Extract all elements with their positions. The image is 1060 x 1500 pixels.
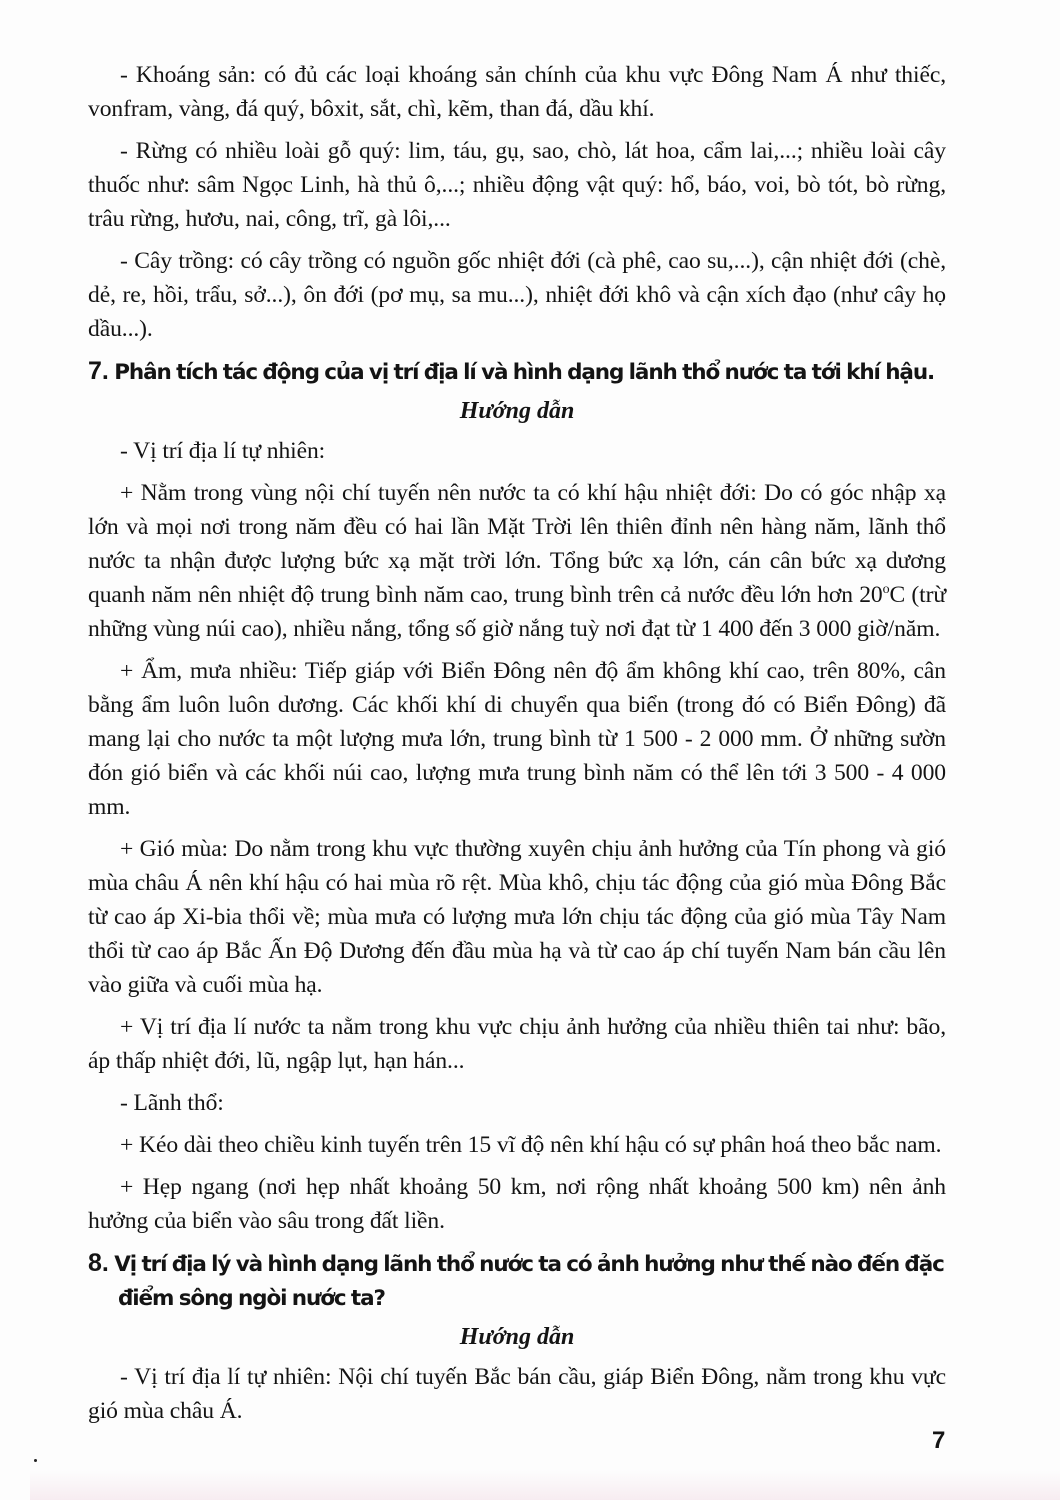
document-page: [88, 58, 946, 1436]
question-7-guide-label: Hướng dẫn: [459, 398, 575, 424]
q7-territory: - Lãnh thổ:: [120, 1090, 224, 1116]
q7-tropical-climate-text: + Nằm trong vùng nội chí tuyến nên nước ta có khí hậu nhiệt đới: Do có góc nhập xạ lớn và mọi nơi trong năm đều có hai lần Mặt Trời lên thiên đỉnh nên hàng năm, lãnh thổ nước ta nhận được lượng bức xạ mặt trời lớn. Tổng bức xạ lớn, cán cân bức xạ dương quanh năm nên nhiệt độ trung bình năm cao, trung bình trên cả nước đều lớn hơn 20: [88, 480, 946, 608]
q7-tropical-climate-tail: C (trừ những vùng núi cao), nhiều nắng, tổng số giờ nắng tuỳ nơi đạt từ 1 400 đến 3 000 giờ/năm.: [88, 582, 947, 642]
paragraph-minerals: - Khoáng sản: có đủ các loại khoáng sản chính của khu vực Đông Nam Á như thiếc, vonfram, vàng, đá quý, bôxit, sắt, chì, kẽm, than đá, dầu khí.: [88, 62, 946, 122]
q7-humidity-rain: + Ẩm, mưa nhiều: Tiếp giáp với Biển Đông nên độ ẩm không khí cao, trên 80%, cân bằng ẩm luôn luôn dương. Các khối khí di chuyển qua biển (trong đó có Biển Đông) đã mang lại cho nước ta một lượng mưa lớn, trung bình từ 1 500 - 2 000 mm. Ở những sườn đón gió biển và các khối núi cao, lượng mưa trung bình năm có thể lên tới 3 500 - 4 000 mm.: [88, 658, 946, 820]
question-8-text: Vị trí địa lý và hình dạng lãnh thổ nước ta có ảnh hưởng như thế nào đến đặc điểm sông ngòi nước ta?: [114, 1252, 944, 1311]
question-7-number: 7.: [88, 357, 109, 385]
q7-natural-disasters: + Vị trí địa lí nước ta nằm trong khu vực chịu ảnh hưởng của nhiều thiên tai như: bão, áp thấp nhiệt đới, lũ, ngập lụt, hạn hán...: [88, 1014, 946, 1074]
print-speck: [34, 1459, 37, 1462]
degree-symbol: o: [882, 582, 890, 598]
q7-territory-width: + Hẹp ngang (nơi hẹp nhất khoảng 50 km, nơi rộng nhất khoảng 500 km) nên ảnh hưởng của biển vào sâu trong đất liền.: [88, 1174, 946, 1234]
paragraph-crops: - Cây trồng: có cây trồng có nguồn gốc nhiệt đới (cà phê, cao su,...), cận nhiệt đới (chè, dẻ, re, hồi, trẩu, sở...), ôn đới (pơ mụ, sa mu...), nhiệt đới khô và cận xích đạo (như cây họ dầu...).: [88, 248, 946, 342]
page-number: 7: [932, 1427, 946, 1454]
question-7-text: Phân tích tác động của vị trí địa lí và hình dạng lãnh thổ nước ta tới khí hậu.: [114, 360, 935, 385]
q7-territory-length: + Kéo dài theo chiều kinh tuyến trên 15 vĩ độ nên khí hậu có sự phân hoá theo bắc nam.: [120, 1132, 942, 1158]
q7-tropical-climate: [88, 476, 946, 646]
paragraph-forests: - Rừng có nhiều loài gỗ quý: lim, táu, gụ, sao, chò, lát hoa, cẩm lai,...; nhiều loài cây thuốc như: sâm Ngọc Linh, hà thủ ô,...; nhiều động vật quý: hổ, báo, voi, bò tót, bò rừng, trâu rừng, hươu, nai, công, trĩ, gà lôi,...: [88, 138, 946, 232]
question-7-heading: [88, 354, 946, 390]
question-8-heading: [88, 1246, 946, 1316]
q7-monsoon: + Gió mùa: Do nằm trong khu vực thường xuyên chịu ảnh hưởng của Tín phong và gió mùa châu Á nên khí hậu có hai mùa rõ rệt. Mùa khô, chịu tác động của gió mùa Đông Bắc từ cao áp Xi-bia thổi về; mùa mưa có lượng mưa lớn chịu tác động của gió mùa Tây Nam thổi từ cao áp Bắc Ấn Độ Dương đến đầu mùa hạ và từ cao áp chí tuyến Nam bán cầu lên vào giữa và cuối mùa hạ.: [88, 836, 946, 998]
question-8-guide-label: Hướng dẫn: [459, 1324, 575, 1350]
question-8-number: 8.: [88, 1249, 109, 1277]
q7-natural-location: - Vị trí địa lí tự nhiên:: [120, 438, 326, 464]
page-bottom-shading: [30, 1470, 1060, 1500]
q8-natural-location: - Vị trí địa lí tự nhiên: Nội chí tuyến Bắc bán cầu, giáp Biển Đông, nằm trong khu vực gió mùa châu Á.: [88, 1364, 946, 1424]
